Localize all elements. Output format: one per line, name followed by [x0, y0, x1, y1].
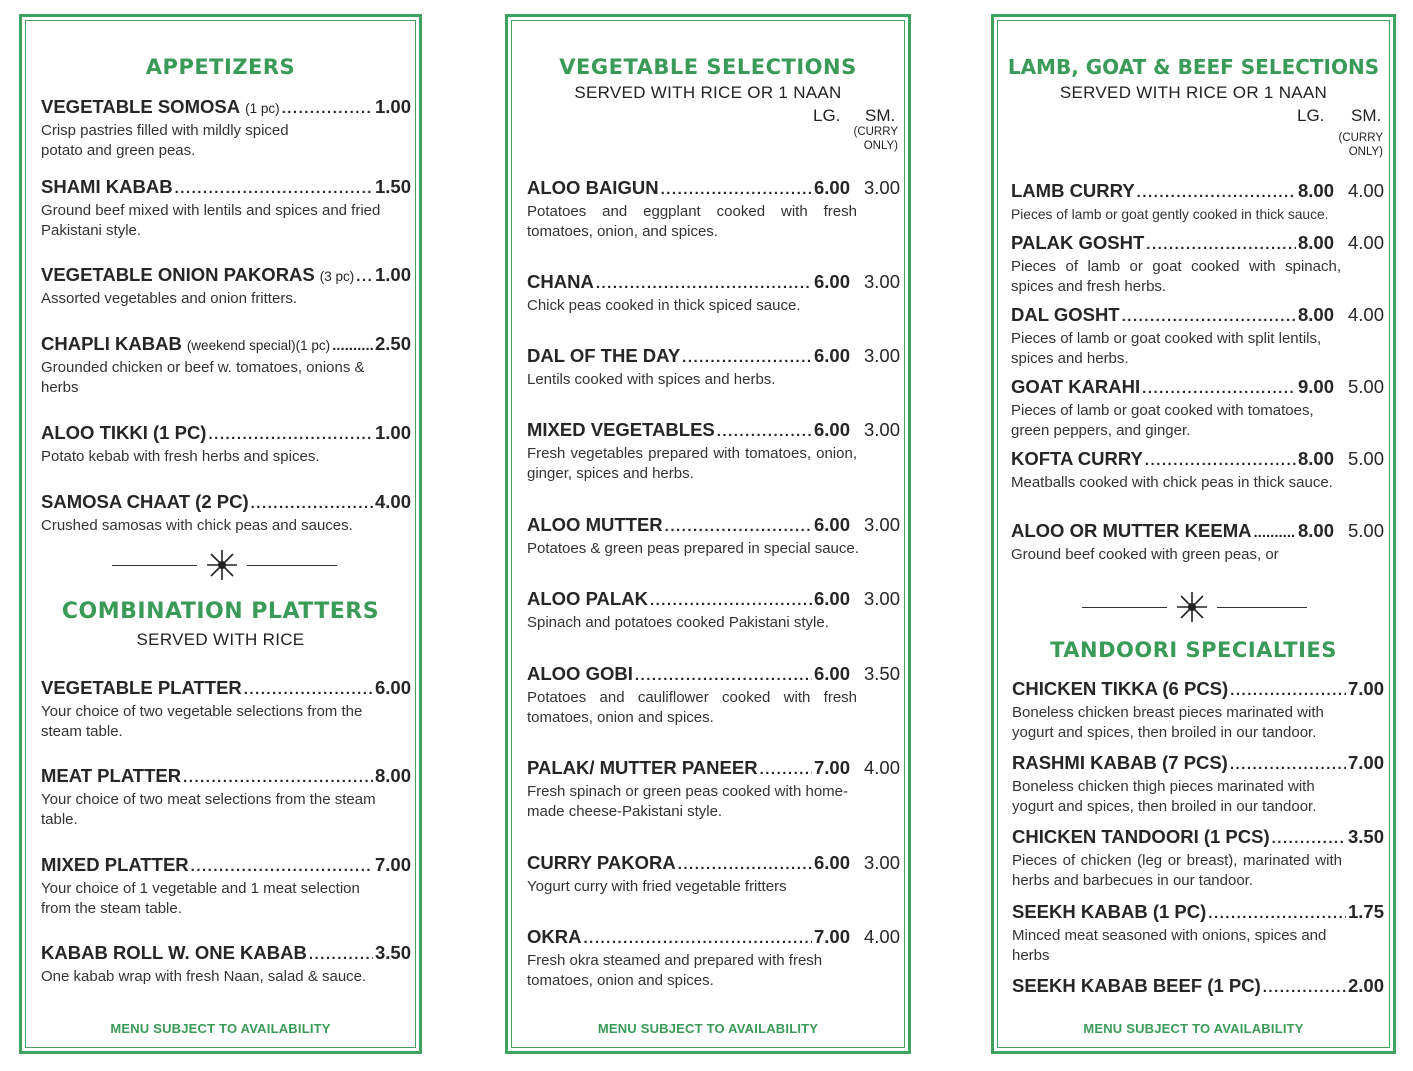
item-name: SEEKH KABAB BEEF (1 PC)	[1012, 975, 1261, 996]
item-price: 2.50	[374, 333, 411, 354]
menu-item	[1011, 232, 1384, 297]
menu-item	[1012, 826, 1384, 891]
item-description: Potatoes & green peas prepared in special sauce.	[527, 540, 859, 557]
availability-footer: MENU SUBJECT TO AVAILABILITY	[597, 1021, 819, 1036]
item-name: CHICKEN TIKKA (6 PCS)	[1012, 678, 1229, 699]
item-note: (weekend special)(1 pc)	[186, 338, 331, 353]
item-price-large: 6.00	[813, 663, 850, 684]
item-price-small: 3.00	[863, 271, 900, 292]
item-price-large: 8.00	[1297, 180, 1334, 201]
item-description: Lentils cooked with spices and herbs.	[527, 371, 776, 388]
item-name: GOAT KARAHI	[1011, 376, 1141, 397]
item-description: One kabab wrap with fresh Naan, salad & sauce.	[41, 968, 367, 985]
item-description: Pieces of lamb or goat cooked with spinach, spices and fresh herbs.	[1011, 258, 1341, 295]
item-name: MEAT PLATTER	[41, 765, 182, 786]
item-name: ALOO GOBI	[527, 663, 633, 684]
item-price: 6.00	[374, 677, 411, 698]
item-description: Fresh okra steamed and prepared with fresh tomatoes, onion and spices.	[527, 952, 823, 989]
small-size-note: (CURRY ONLY)	[853, 126, 898, 152]
item-name: DAL OF THE DAY	[527, 345, 681, 366]
item-price-large: 8.00	[1297, 232, 1334, 253]
item-price-small: 3.00	[863, 514, 900, 535]
item-price-large: 6.00	[813, 852, 850, 873]
item-price: 4.00	[374, 491, 411, 512]
item-description: Your choice of two vegetable selections from the steam table.	[41, 703, 363, 740]
item-price-large: 6.00	[813, 271, 850, 292]
menu-item	[41, 176, 411, 241]
menu-item	[1011, 180, 1384, 225]
large-size-label: LG.	[1297, 106, 1325, 125]
menu-item	[527, 345, 900, 390]
item-description: Fresh vegetables prepared with tomatoes, onion, ginger, spices and herbs.	[527, 445, 857, 482]
item-price-small: 3.00	[863, 852, 900, 873]
item-description: Meatballs cooked with chick peas in thick sauce.	[1011, 474, 1333, 491]
menu-item	[527, 926, 900, 991]
item-name: VEGETABLE ONION PAKORAS	[41, 264, 315, 285]
item-name: VEGETABLE PLATTER	[41, 677, 242, 698]
item-description: Crushed samosas with chick peas and sauces.	[41, 517, 353, 534]
item-description: Pieces of lamb or goat gently cooked in thick sauce.	[1011, 207, 1329, 222]
menu-item	[1012, 901, 1384, 966]
availability-footer: MENU SUBJECT TO AVAILABILITY	[110, 1021, 331, 1036]
menu-item	[41, 765, 411, 830]
lamb-goat-beef-heading: LAMB, GOAT & BEEF SELECTIONS	[1007, 55, 1380, 79]
item-price-small: 4.00	[863, 757, 900, 778]
item-name: MIXED PLATTER	[41, 854, 189, 875]
item-description: Assorted vegetables and onion fritters.	[41, 290, 297, 307]
tandoori-specialties-heading: TANDOORI SPECIALTIES	[1050, 638, 1337, 662]
item-note: (1 pc)	[245, 101, 280, 116]
item-price-small: 5.00	[1347, 376, 1384, 397]
item-price-large: 6.00	[813, 514, 850, 535]
item-description: Potatoes and eggplant cooked with fresh tomatoes, onion, and spices.	[527, 203, 857, 240]
item-name: CHICKEN TANDOORI (1 PCS)	[1012, 826, 1270, 847]
item-price: 7.00	[1347, 752, 1384, 773]
item-description: Ground beef cooked with green peas, or	[1011, 546, 1279, 563]
menu-item	[41, 677, 411, 742]
item-price-small: 3.00	[863, 345, 900, 366]
item-description: Potatoes and cauliflower cooked with fresh tomatoes, onion and spices.	[527, 689, 857, 726]
menu-item	[1011, 376, 1384, 441]
menu-item	[527, 514, 900, 559]
item-price: 8.00	[374, 765, 411, 786]
menu-item	[527, 177, 900, 242]
menu-panel-lamb-goat-beef	[991, 14, 1396, 1054]
item-price-small: 5.00	[1347, 520, 1384, 541]
menu-item	[527, 271, 900, 316]
item-price: 3.50	[1347, 826, 1384, 847]
menu-item	[41, 96, 411, 161]
item-description: Spinach and potatoes cooked Pakistani style.	[527, 614, 829, 631]
item-description: Your choice of two meat selections from the steam table.	[41, 791, 376, 828]
menu-item	[1012, 752, 1384, 817]
item-name: OKRA	[527, 926, 582, 947]
item-price: 1.75	[1347, 901, 1384, 922]
item-name: CHAPLI KABAB	[41, 333, 182, 354]
star-ornament-icon	[1175, 590, 1209, 624]
ornament-divider	[1082, 587, 1307, 627]
menu-item	[527, 588, 900, 633]
item-price-large: 8.00	[1297, 520, 1334, 541]
item-name: CURRY PAKORA	[527, 852, 676, 873]
item-name: ALOO OR MUTTER KEEMA	[1011, 520, 1252, 541]
item-price-small: 3.00	[863, 177, 900, 198]
large-size-label: LG.	[813, 106, 841, 125]
item-name: SHAMI KABAB	[41, 176, 173, 197]
item-name: MIXED VEGETABLES	[527, 419, 715, 440]
item-description: Fresh spinach or green peas cooked with home-made cheese-Pakistani style.	[527, 783, 849, 820]
menu-item	[527, 663, 900, 728]
vegetable-selections-subheading: SERVED WITH RICE OR 1 NAAN	[574, 83, 842, 102]
item-description: Grounded chicken or beef w. tomatoes, onions & herbs	[41, 359, 365, 396]
item-price-small: 3.00	[863, 419, 900, 440]
item-price-small: 5.00	[1347, 448, 1384, 469]
menu-item	[527, 757, 900, 822]
item-price-large: 7.00	[813, 757, 850, 778]
item-price: 3.50	[374, 942, 411, 963]
item-price: 7.00	[1347, 678, 1384, 699]
item-name: VEGETABLE SOMOSA	[41, 96, 241, 117]
menu-item	[41, 942, 411, 987]
menu-item	[1012, 975, 1384, 999]
item-description: Boneless chicken thigh pieces marinated with yogurt and spices, then broiled in our tandoor.	[1012, 778, 1317, 815]
item-name: CHANA	[527, 271, 594, 292]
item-name: ALOO MUTTER	[527, 514, 663, 535]
item-price: 7.00	[374, 854, 411, 875]
item-description: Your choice of 1 vegetable and 1 meat selection from the steam table.	[41, 880, 360, 917]
menu-item	[1011, 448, 1384, 493]
star-ornament-icon	[205, 548, 239, 582]
item-price-large: 7.00	[813, 926, 850, 947]
item-name: RASHMI KABAB (7 PCS)	[1012, 752, 1228, 773]
small-size-label: SM.	[1351, 106, 1382, 125]
menu-item	[41, 854, 411, 919]
menu-panel-vegetable	[505, 14, 911, 1054]
appetizers-heading: APPETIZERS	[145, 55, 296, 79]
item-price-large: 6.00	[813, 345, 850, 366]
item-name: ALOO PALAK	[527, 588, 648, 609]
menu-item	[1012, 678, 1384, 743]
item-price: 2.00	[1347, 975, 1384, 996]
item-price-large: 6.00	[813, 177, 850, 198]
vegetable-selections-heading: VEGETABLE SELECTIONS	[559, 55, 857, 79]
item-price-small: 4.00	[863, 926, 900, 947]
item-price: 1.00	[374, 422, 411, 443]
combination-platters-heading: COMBINATION PLATTERS	[61, 599, 380, 624]
menu-item	[1011, 304, 1384, 369]
item-description: Minced meat seasoned with onions, spices and herbs	[1012, 927, 1327, 964]
item-price-large: 6.00	[813, 419, 850, 440]
menu-item	[41, 264, 411, 309]
item-name: LAMB CURRY	[1011, 180, 1135, 201]
menu-item	[41, 491, 411, 536]
item-price-large: 8.00	[1297, 304, 1334, 325]
item-description: Ground beef mixed with lentils and spices and fried Pakistani style.	[41, 202, 381, 239]
item-name: KABAB ROLL W. ONE KABAB	[41, 942, 307, 963]
item-description: Pieces of chicken (leg or breast), marinated with herbs and barbecues in our tandoor.	[1012, 852, 1342, 889]
ornament-divider	[112, 545, 337, 585]
item-price-small: 4.00	[1347, 304, 1384, 325]
menu-item	[1011, 520, 1384, 565]
combination-platters-subheading: SERVED WITH RICE	[136, 630, 305, 649]
item-name: ALOO TIKKI (1 PC)	[41, 422, 207, 443]
item-description: Boneless chicken breast pieces marinated with yogurt and spices, then broiled in our tandoor.	[1012, 704, 1324, 741]
lamb-goat-beef-subheading: SERVED WITH RICE OR 1 NAAN	[1059, 83, 1328, 102]
availability-footer: MENU SUBJECT TO AVAILABILITY	[1083, 1021, 1304, 1036]
small-size-note: (CURRY ONLY)	[1338, 132, 1383, 158]
item-description: Pieces of lamb or goat cooked with tomatoes, green peppers, and ginger.	[1011, 402, 1314, 439]
menu-item	[527, 852, 900, 897]
item-note: (3 pc)	[319, 269, 355, 284]
item-price-small: 3.00	[863, 588, 900, 609]
small-size-label: SM.	[865, 106, 896, 125]
item-description: Yogurt curry with fried vegetable fritters	[527, 878, 787, 895]
item-name: SEEKH KABAB (1 PC)	[1012, 901, 1207, 922]
item-description: Chick peas cooked in thick spiced sauce.	[527, 297, 801, 314]
item-description: Pieces of lamb or goat cooked with split lentils, spices and herbs.	[1011, 330, 1322, 367]
menu-item	[41, 333, 411, 398]
menu-item	[527, 419, 900, 484]
item-name: ALOO BAIGUN	[527, 177, 659, 198]
item-name: PALAK/ MUTTER PANEER	[527, 757, 758, 778]
menu-item	[41, 422, 411, 467]
item-price: 1.00	[374, 96, 411, 117]
item-price: 1.50	[374, 176, 411, 197]
item-name: DAL GOSHT	[1011, 304, 1120, 325]
item-price-small: 4.00	[1347, 180, 1384, 201]
item-name: KOFTA CURRY	[1011, 448, 1143, 469]
menu-panel-appetizers	[19, 14, 422, 1054]
item-price-large: 9.00	[1297, 376, 1334, 397]
item-price: 1.00	[374, 264, 411, 285]
item-description: Crisp pastries filled with mildly spiced potato and green peas.	[41, 122, 289, 159]
item-name: PALAK GOSHT	[1011, 232, 1145, 253]
item-description: Potato kebab with fresh herbs and spices.	[41, 448, 320, 465]
item-price-small: 4.00	[1347, 232, 1384, 253]
item-name: SAMOSA CHAAT (2 PC)	[41, 491, 249, 512]
item-price-large: 8.00	[1297, 448, 1334, 469]
item-price-small: 3.50	[863, 663, 900, 684]
item-price-large: 6.00	[813, 588, 850, 609]
